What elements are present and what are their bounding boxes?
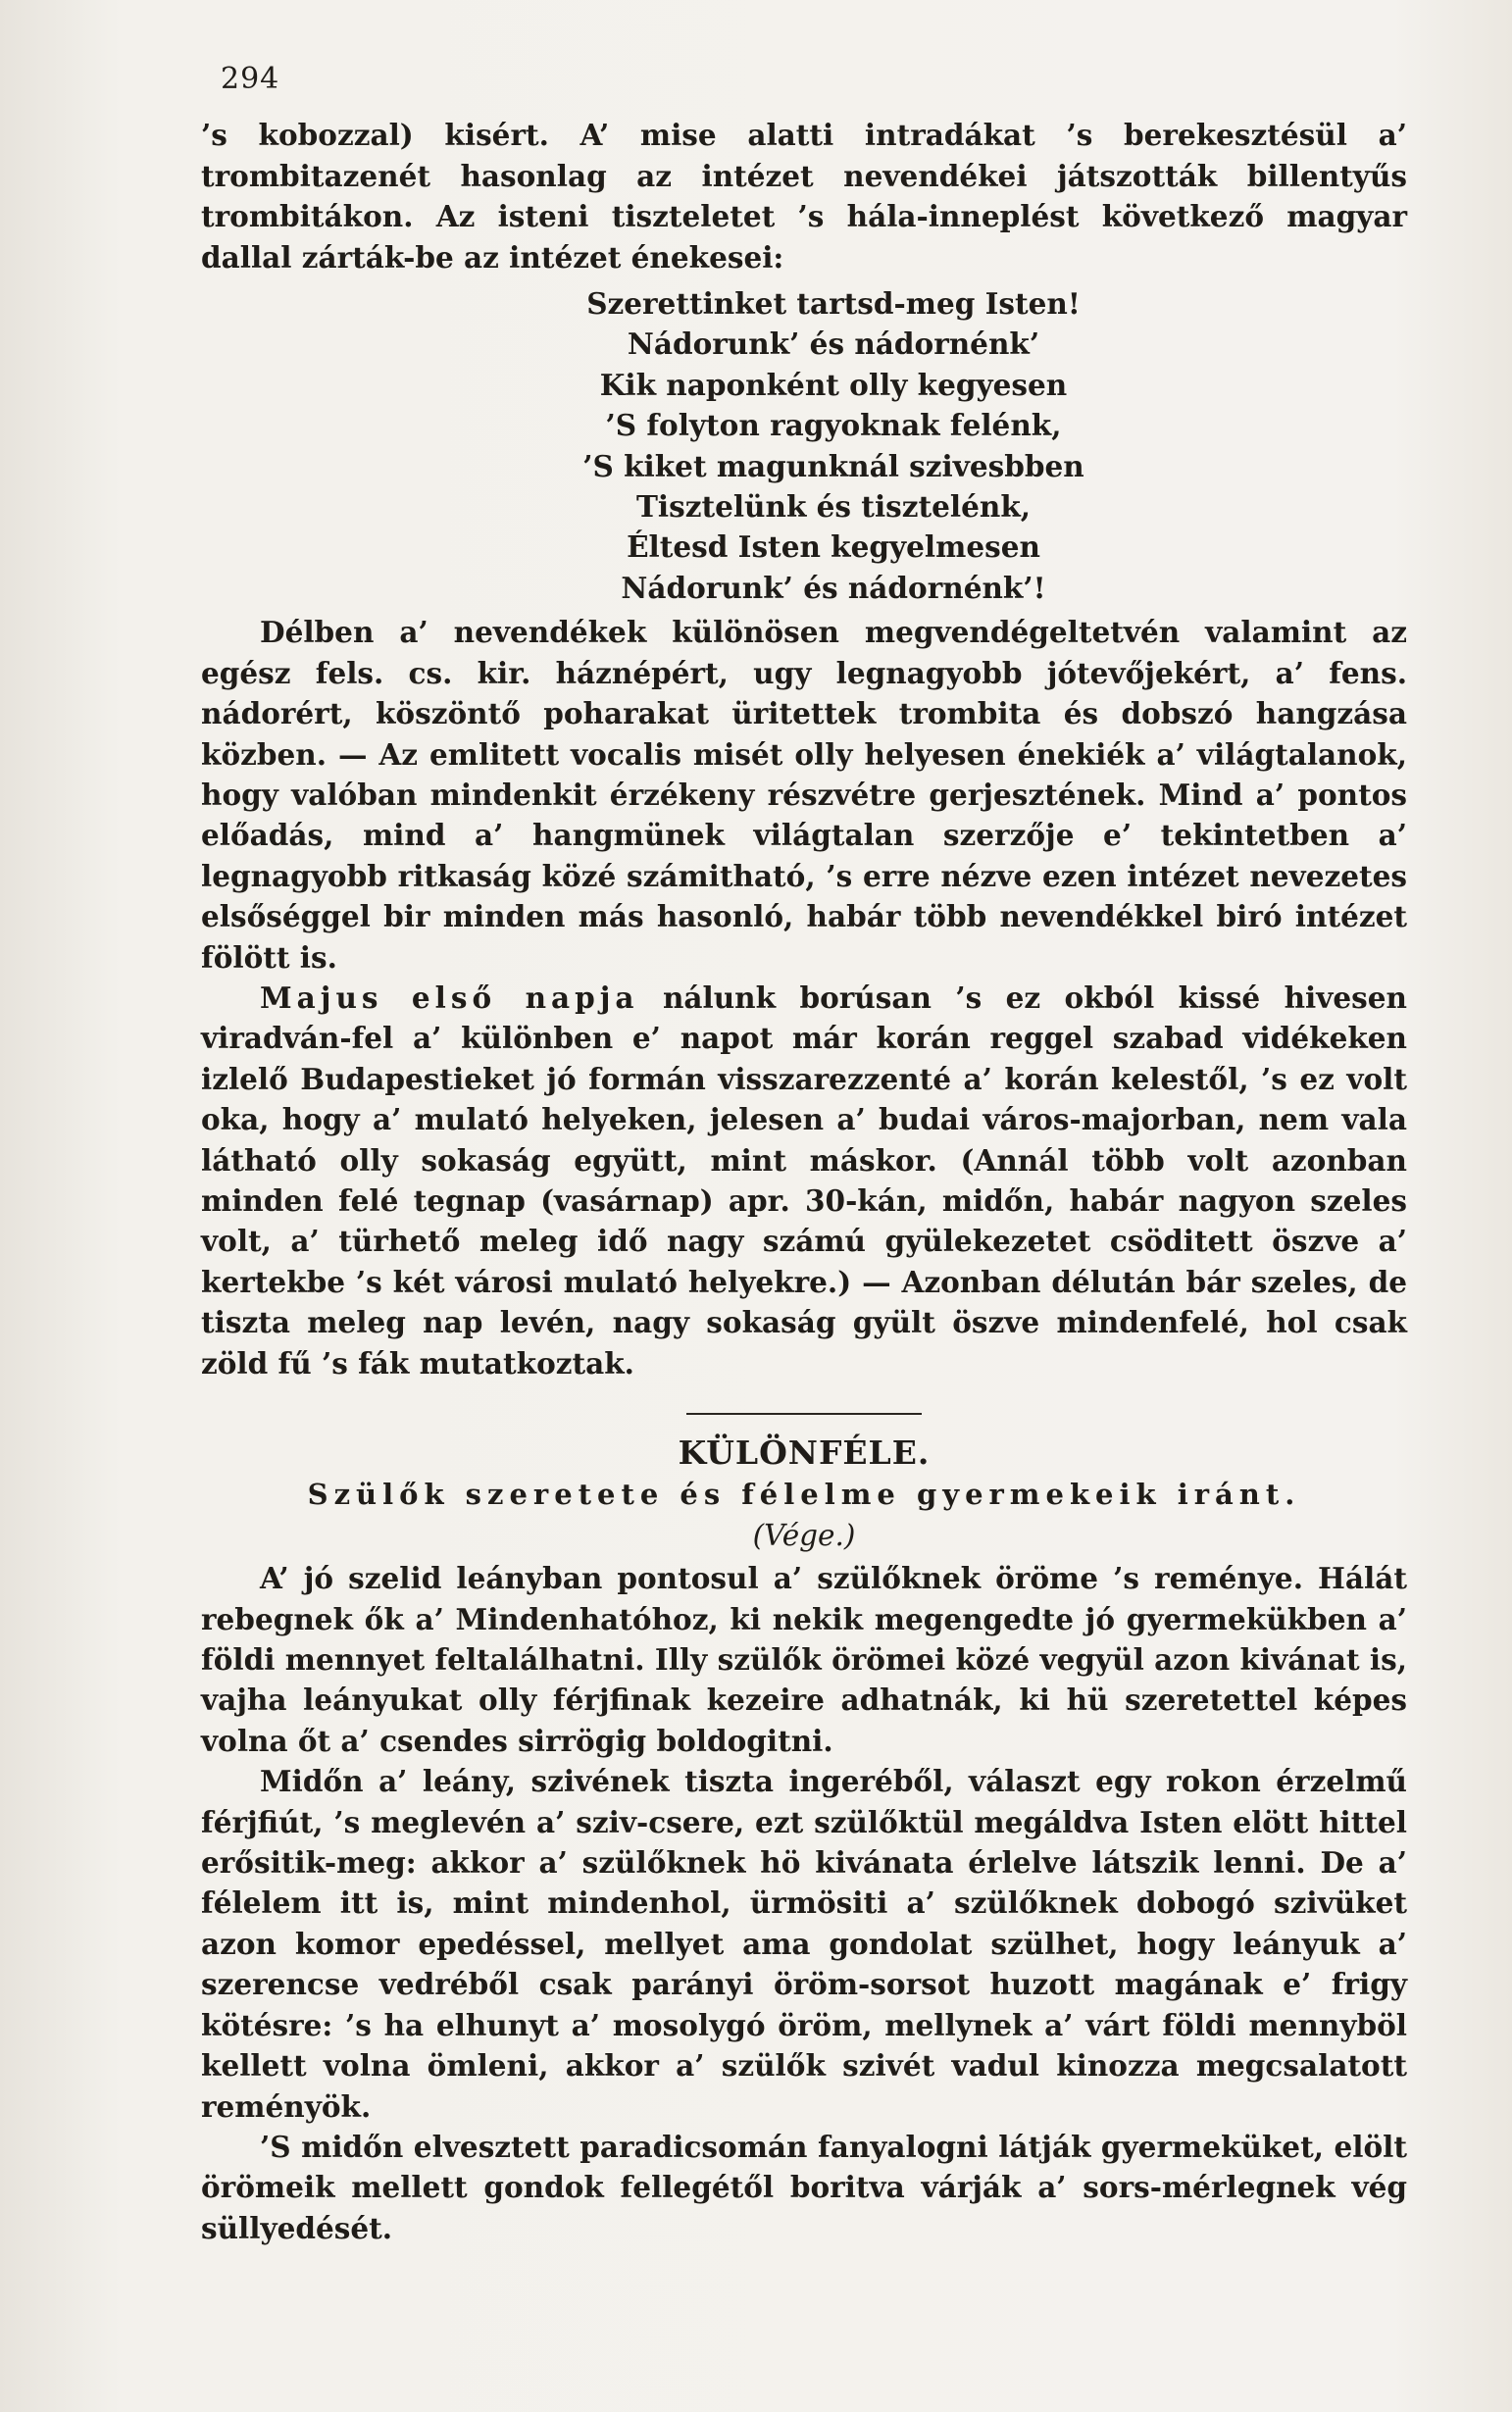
may-first-lead: Majus első napja bbox=[260, 980, 639, 1015]
paragraph-noon-toast: Délben a’ nevendékek különösen megvendégeltetvén valamint az egész fels. cs. kir. háznépért, ugy legnagyobb jótevőjekért, a’ fens. nádorért, köszöntő poharakat üritettek trombita és dobszó hangzása közben. — Az emlitett vocalis misét olly helyesen énekiék a’ világtalanok, hogy valóban mindenkit érzékeny részvétre gerjesztének. Mind a’ pontos előadás, mind a’ hangmünek világtalan szerzője e’ tekintetben a’ legnagyobb ritkaság közé számitható, ’s erre nézve ezen intézet nevezetes elsőséggel bir minden más hasonló, habár több nevendékkel biró intézet fölött is. bbox=[201, 615, 1407, 975]
page-number: 294 bbox=[221, 62, 280, 96]
paragraph-mass-music: ’s kobozzal) kisért. A’ mise alatti intradákat ’s berekesztésül a’ trombitazenét hasonlag az intézet nevendékei játszották billentyűs trombitákon. Az isteni tiszteletet ’s hála-inneplést következő magyar dallal zárták-be az intézet énekesei: bbox=[201, 118, 1407, 275]
hymn-verse bbox=[260, 283, 1407, 608]
paragraph-lost-paradise: ’S midőn elvesztett paradicsomán fanyalogni látják gyermeküket, elölt örömeik mellett gondok fellegétől boritva várják a’ sors-mérlegnek vég süllyedését. bbox=[201, 2129, 1407, 2245]
verse-line: ’S folyton ragyoknak felénk, bbox=[605, 408, 1062, 443]
section-subheading: Szülők szeretete és félelme gyermekeik iránt. bbox=[307, 1478, 1301, 1512]
verse-line: Nádorunk’ és nádornénk’! bbox=[621, 570, 1046, 605]
verse-line: Éltesd Isten kegyelmesen bbox=[627, 529, 1040, 565]
section-end-note: (Vége.) bbox=[752, 1518, 856, 1552]
verse-line: ’S kiket magunknál szivesbben bbox=[582, 448, 1084, 483]
verse-line: Nádorunk’ és nádornénk’ bbox=[627, 327, 1040, 362]
paragraph-marriage-fear: Midőn a’ leány, szivének tiszta ingeréből, választ egy rokon érzelmű férjfiút, ’s meglevén a’ sziv-csere, ezt szülőktül megáldva Isten elött hittel erősitik-meg: akkor a’ szülőknek hö kivánata érlelve látszik lenni. De a’ félelem itt is, mint mindenhol, ürmösiti a’ szülőknek dobogó szivüket azon komor epedéssel, mellyet ama gondolat szülhet, hogy leányuk a’ szerencse vedréből csak parányi öröm-sorsot huzott magának e’ frigy kötésre: ’s ha elhunyt a’ mosolygó öröm, mellynek a’ várt földi mennyböl kellett volna ömleni, akkor a’ szülők szivét vadul kinozza megcsalatott reményök. bbox=[201, 1764, 1407, 2124]
section-divider bbox=[686, 1413, 922, 1415]
paragraph-may-first bbox=[201, 978, 1407, 1383]
verse-line: Szerettinket tartsd-meg Isten! bbox=[586, 286, 1081, 322]
paragraph-good-daughter: A’ jó szelid leányban pontosul a’ szülőknek öröme ’s reménye. Hálát rebegnek ők a’ Mindenhatóhoz, ki nekik megengedte jó gyermekükben a’ földi mennyet feltalálhatni. Illy szülők örömei közé vegyül azon kivánat is, vajha leányukat olly férjfinak kezeire adhatnák, ki hü szeretettel képes volna őt a’ csendes sirrögig boldogitni. bbox=[201, 1561, 1407, 1758]
verse-line: Kik naponként olly kegyesen bbox=[599, 367, 1068, 402]
section-heading: KÜLÖNFÉLE. bbox=[678, 1433, 931, 1472]
may-first-text: nálunk borúsan ’s ez okból kissé hivesen viradván-fel a’ különben e’ napot már korán reggel szabad vidékeken izlelő Budapestieket jó formán visszarezzenté a’ korán kelestől, ’s ez volt oka, hogy a’ mulató helyeken, jelesen a’ budai város-majorban, nem vala látható olly sokaság együtt, mint máskor. (Annál több volt azonban minden felé tegnap (vasárnap) apr. 30-kán, midőn, habár nagyon szeles volt, a’ türhető meleg idő nagy számú gyülekezetet csöditett öszve a’ kertekbe ’s két városi mulató helyekre.) — Azonban délután bár szeles, de tiszta meleg nap levén, nagy sokaság gyült öszve mindenfelé, hol csak zöld fű ’s fák mutatkoztak. bbox=[201, 980, 1407, 1381]
text-block bbox=[201, 59, 1407, 2248]
verse-line: Tisztelünk és tisztelénk, bbox=[635, 489, 1032, 525]
